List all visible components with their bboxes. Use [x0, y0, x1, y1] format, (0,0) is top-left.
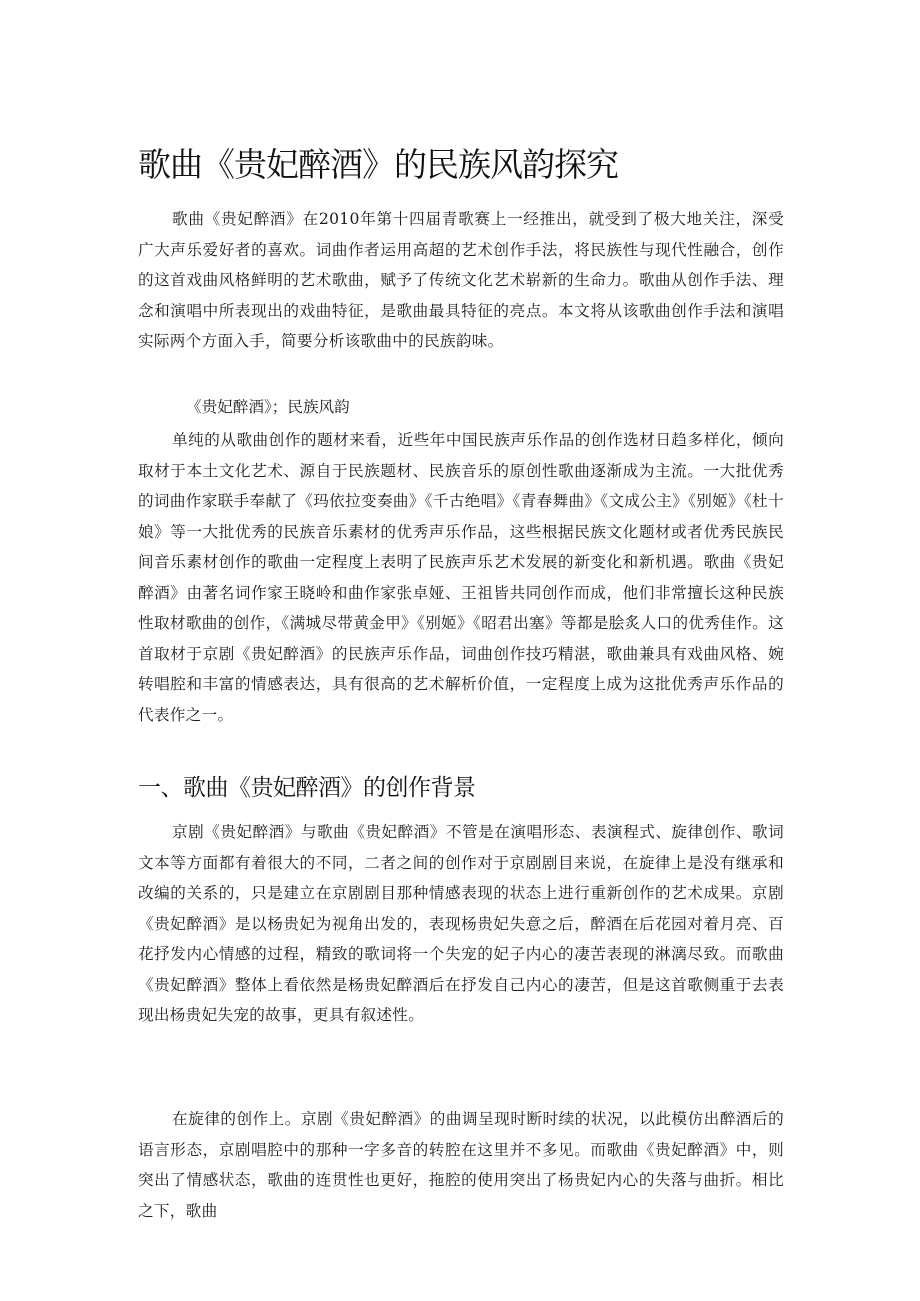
abstract-paragraph: 歌曲《贵妃醉酒》在2010年第十四届青歌赛上一经推出，就受到了极大地关注，深受广大声乐爱好者的喜欢。词曲作者运用高超的艺术创作手法，将民族性与现代性融合，创作的这首戏曲风格鲜明的艺术歌曲，赋予了传统文化艺术崭新的生命力。歌曲从创作手法、理念和演唱中所表现出的戏曲特征，是歌曲最具特征的亮点。本文将从该歌曲创作手法和演唱实际两个方面入手，简要分析该歌曲中的民族韵味。 [138, 210, 784, 350]
keywords-line: 《贵妃醉酒》；民族风韵 [186, 398, 350, 416]
section-heading: 一、歌曲《贵妃醉酒》的创作背景 [138, 775, 476, 801]
section-paragraph: 在旋律的创作上。京剧《贵妃醉酒》的曲调呈现时断时续的状况，以此模仿出醉酒后的语言形态，京剧唱腔中的那种一字多音的转腔在这里并不多见。而歌曲《贵妃醉酒》中，则突出了情感状态，歌曲的连贯性也更好，拖腔的使用突出了杨贵妃内心的失落与曲折。相比之下，歌曲 [138, 1110, 784, 1220]
intro-paragraph: 单纯的从歌曲创作的题材来看，近些年中国民族声乐作品的创作选材日趋多样化，倾向取材于本土文化艺术、源自于民族题材、民族音乐的原创性歌曲逐渐成为主流。一大批优秀的词曲作家联手奉献了《玛依拉变奏曲》《千古绝唱》《青春舞曲》《文成公主》《别姬》《杜十娘》等一大批优秀的民族音乐素材的优秀声乐作品，这些根据民族文化题材或者优秀民族民间音乐素材创作的歌曲一定程度上表明了民族声乐艺术发展的新变化和新机遇。歌曲《贵妃醉酒》由著名词作家王晓岭和曲作家张卓娅、王祖皆共同创作而成，他们非常擅长这种民族性取材歌曲的创作，《满城尽带黄金甲》《别姬》《昭君出塞》等都是脍炙人口的优秀佳作。这首取材于京剧《贵妃醉酒》的民族声乐作品，词曲创作技巧精湛，歌曲兼具有戏曲风格、婉转唱腔和丰富的情感表达，具有很高的艺术解析价值，一定程度上成为这批优秀声乐作品的代表作之一。 [138, 431, 784, 724]
section-paragraph: 京剧《贵妃醉酒》与歌曲《贵妃醉酒》不管是在演唱形态、表演程式、旋律创作、歌词文本等方面都有着很大的不同，二者之间的创作对于京剧剧目来说，在旋律上是没有继承和改编的关系的，只是建立在京剧剧目那种情感表现的状态上进行重新创作的艺术成果。京剧《贵妃醉酒》是以杨贵妃为视角出发的，表现杨贵妃失意之后，醉酒在后花园对着月亮、百花抒发内心情感的过程，精致的歌词将一个失宠的妃子内心的凄苦表现的淋漓尽致。而歌曲《贵妃醉酒》整体上看依然是杨贵妃醉酒后在抒发自己内心的凄苦，但是这首歌侧重于去表现出杨贵妃失宠的故事，更具有叙述性。 [138, 823, 784, 1024]
page-title: 歌曲《贵妃醉酒》的民族风韵探究 [138, 145, 618, 184]
